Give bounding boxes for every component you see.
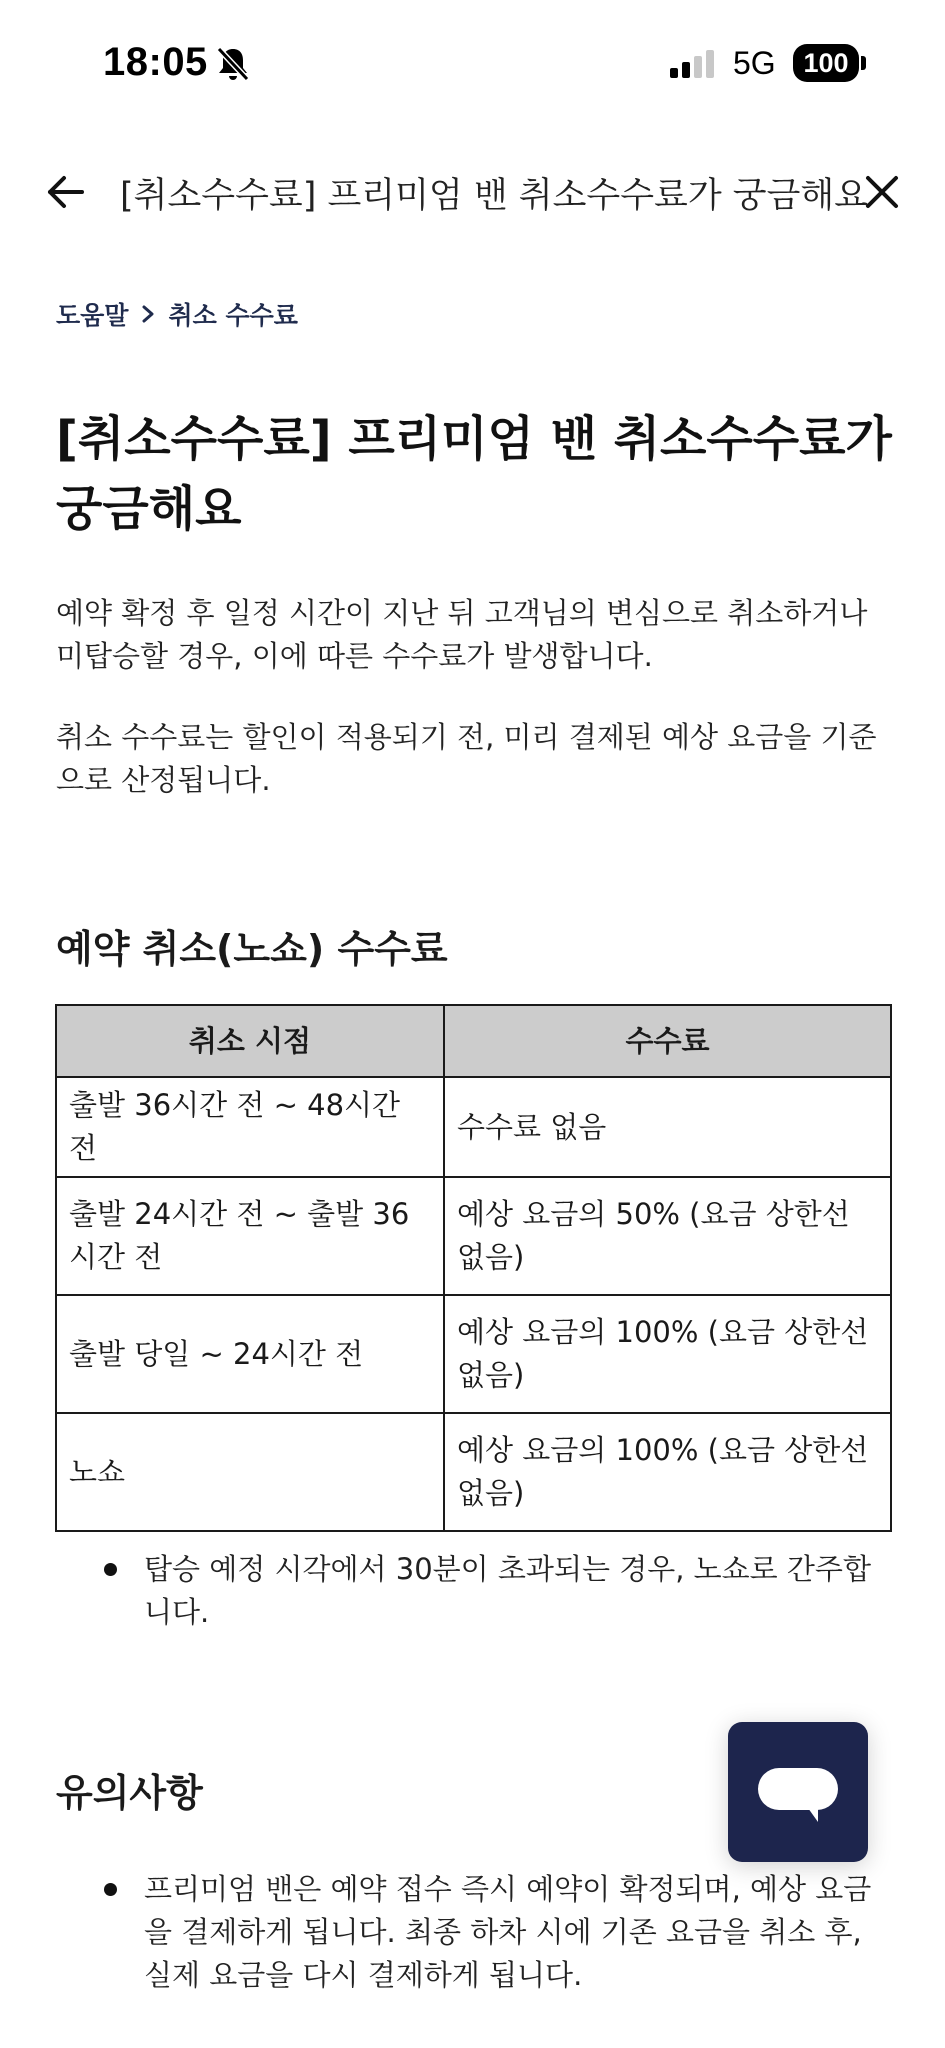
status-time: 18:05 xyxy=(103,40,208,84)
chevron-right-icon xyxy=(138,304,158,324)
table-cell-fee: 수수료 없음 xyxy=(444,1077,891,1177)
list-item: 프리미엄 밴은 예약 접수 즉시 예약이 확정되며, 예상 요금을 결제하게 됩니다. 최종 하차 시에 기존 요금을 취소 후, 실제 요금을 다시 결제하게 됩니다. xyxy=(56,1868,896,1997)
chat-button[interactable] xyxy=(728,1722,868,1862)
table-row xyxy=(56,1177,891,1295)
header xyxy=(0,150,945,234)
table-header-row xyxy=(56,1005,891,1077)
fee-notes-list xyxy=(56,1548,896,1634)
table-row xyxy=(56,1295,891,1413)
table-header-cell: 취소 시점 xyxy=(56,1005,444,1077)
arrow-left-icon[interactable] xyxy=(40,166,92,218)
breadcrumb-parent[interactable]: 도움말 xyxy=(56,301,129,330)
close-icon[interactable] xyxy=(856,166,908,218)
table-cell-timing: 출발 당일 ~ 24시간 전 xyxy=(56,1295,444,1413)
table-cell-timing: 노쇼 xyxy=(56,1413,444,1531)
table-cell-timing: 출발 36시간 전 ~ 48시간 전 xyxy=(56,1077,444,1177)
battery-nub xyxy=(861,56,866,70)
breadcrumb-current[interactable]: 취소 수수료 xyxy=(168,301,298,330)
notice-list xyxy=(56,1868,896,1992)
status-bar xyxy=(0,0,945,130)
intro-paragraph-2: 취소 수수료는 할인이 적용되기 전, 미리 결제된 예상 요금을 기준으로 산정됩니다. xyxy=(56,720,877,797)
list-item: 탑승 예정 시각에서 30분이 초과되는 경우, 노쇼로 간주합니다. xyxy=(56,1548,896,1634)
table-cell-fee: 예상 요금의 100% (요금 상한선 없음) xyxy=(444,1413,891,1531)
chat-bubble-icon xyxy=(756,1764,840,1830)
table-row xyxy=(56,1077,891,1177)
section-heading-notice: 유의사항 xyxy=(56,1771,203,1815)
bell-slash-icon xyxy=(216,46,250,82)
table-cell-fee: 예상 요금의 50% (요금 상한선 없음) xyxy=(444,1177,891,1295)
section-heading-fee: 예약 취소(노쇼) 수수료 xyxy=(56,927,448,971)
header-title: [취소수수료] 프리미엄 밴 취소수수료가 궁금해요 xyxy=(120,176,869,216)
breadcrumb xyxy=(56,296,298,332)
page-title: [취소수수료] 프리미엄 밴 취소수수료가 궁금해요 xyxy=(56,411,892,537)
table-row xyxy=(56,1413,891,1531)
intro-paragraph-1: 예약 확정 후 일정 시간이 지난 뒤 고객님의 변심으로 취소하거나 미탑승할 경우, 이에 따른 수수료가 발생합니다. xyxy=(56,596,868,673)
table-cell-fee: 예상 요금의 100% (요금 상한선 없음) xyxy=(444,1295,891,1413)
table-header-cell: 수수료 xyxy=(444,1005,891,1077)
table-cell-timing: 출발 24시간 전 ~ 출발 36시간 전 xyxy=(56,1177,444,1295)
signal-icon xyxy=(668,48,718,80)
network-label: 5G xyxy=(733,45,776,81)
battery-indicator: 100 xyxy=(793,44,859,82)
cancellation-fee-table xyxy=(55,1004,892,1532)
